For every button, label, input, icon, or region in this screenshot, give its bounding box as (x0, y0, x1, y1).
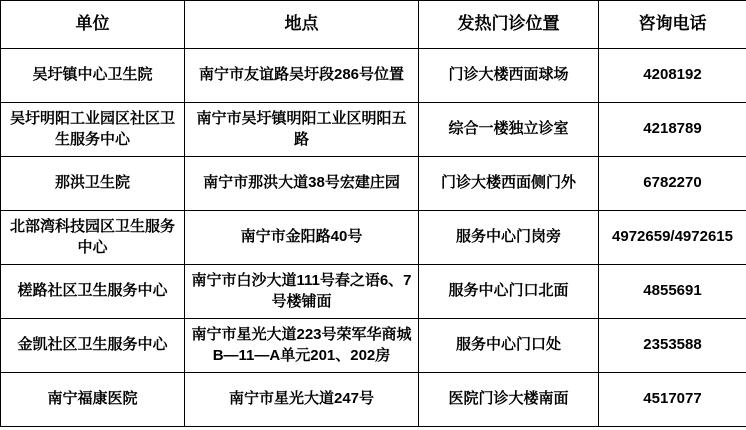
column-header-address: 地点 (185, 1, 419, 49)
cell-clinic-location: 医院门诊大楼南面 (419, 373, 599, 427)
cell-phone: 2353588 (599, 319, 746, 373)
cell-address: 南宁市白沙大道111号春之语6、7号楼铺面 (185, 265, 419, 319)
cell-unit: 北部湾科技园区卫生服务中心 (1, 211, 185, 265)
cell-unit: 那洪卫生院 (1, 157, 185, 211)
table-row (1, 373, 746, 427)
cell-unit: 吴圩明阳工业园区社区卫生服务中心 (1, 103, 185, 157)
table-row (1, 103, 746, 157)
table-row (1, 49, 746, 103)
cell-phone: 4208192 (599, 49, 746, 103)
cell-phone: 4218789 (599, 103, 746, 157)
table-row (1, 265, 746, 319)
cell-address: 南宁市那洪大道38号宏建庄园 (185, 157, 419, 211)
cell-phone: 4855691 (599, 265, 746, 319)
cell-unit: 吴圩镇中心卫生院 (1, 49, 185, 103)
column-header-phone: 咨询电话 (599, 1, 746, 49)
cell-address: 南宁市金阳路40号 (185, 211, 419, 265)
cell-phone: 6782270 (599, 157, 746, 211)
cell-unit: 南宁福康医院 (1, 373, 185, 427)
cell-address: 南宁市星光大道223号荣军华商城B—11—A单元201、202房 (185, 319, 419, 373)
cell-clinic-location: 服务中心门岗旁 (419, 211, 599, 265)
cell-clinic-location: 服务中心门口北面 (419, 265, 599, 319)
cell-phone: 4972659/4972615 (599, 211, 746, 265)
table-row (1, 211, 746, 265)
cell-clinic-location: 服务中心门口处 (419, 319, 599, 373)
cell-clinic-location: 综合一楼独立诊室 (419, 103, 599, 157)
cell-clinic-location: 门诊大楼西面侧门外 (419, 157, 599, 211)
table-row (1, 319, 746, 373)
column-header-clinic-location: 发热门诊位置 (419, 1, 599, 49)
table-header-row (1, 1, 746, 49)
cell-address: 南宁市星光大道247号 (185, 373, 419, 427)
cell-unit: 槎路社区卫生服务中心 (1, 265, 185, 319)
column-header-unit: 单位 (1, 1, 185, 49)
table-body (1, 49, 746, 427)
cell-unit: 金凯社区卫生服务中心 (1, 319, 185, 373)
table-header (1, 1, 746, 49)
cell-clinic-location: 门诊大楼西面球场 (419, 49, 599, 103)
table-row (1, 157, 746, 211)
cell-phone: 4517077 (599, 373, 746, 427)
cell-address: 南宁市友谊路吴圩段286号位置 (185, 49, 419, 103)
cell-address: 南宁市吴圩镇明阳工业区明阳五路 (185, 103, 419, 157)
